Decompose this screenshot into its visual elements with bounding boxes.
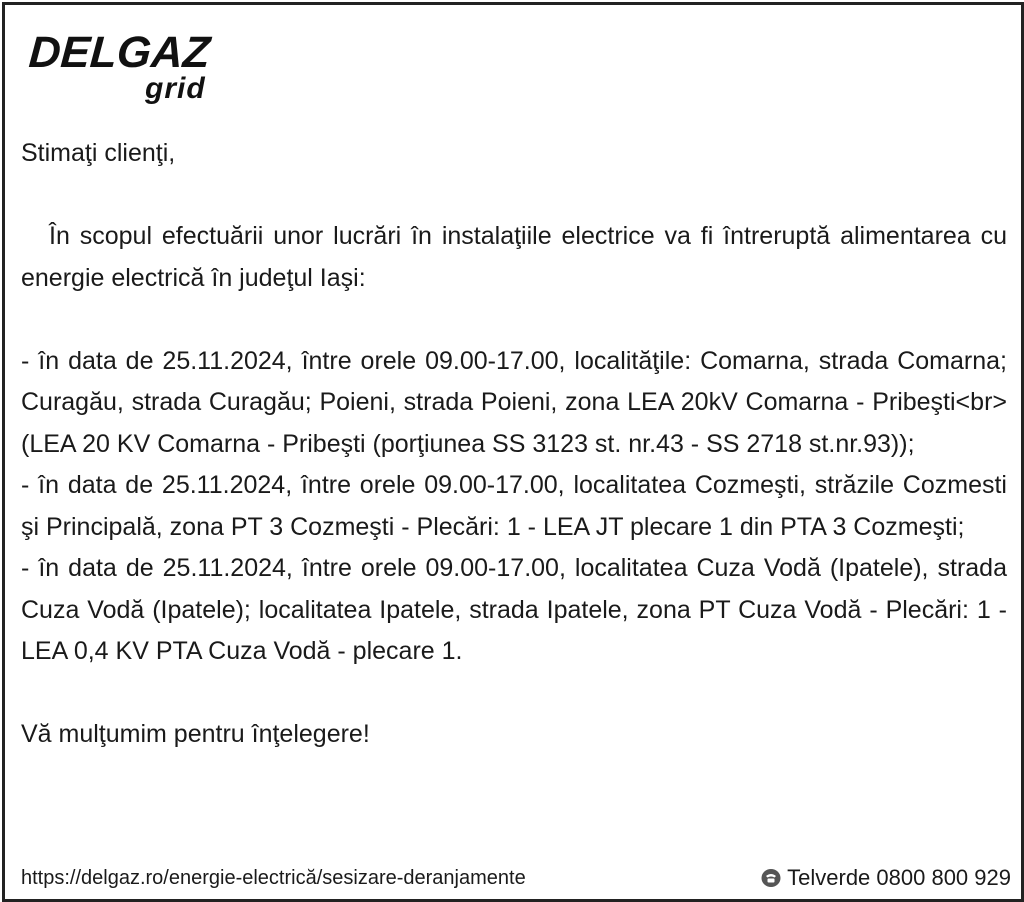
spacer <box>21 673 1007 715</box>
closing-line: Vă mulţumim pentru înţelegere! <box>21 720 370 748</box>
outage-item: - în data de 25.11.2024, între orele 09.00-17.00, localitatea Cuza Vodă (Ipatele), strada Cuza Vodă (Ipatele); localitatea Ipatele, strada Ipatele, zona PT Cuza Vodă - Plecări: 1 - LEA 0,4 KV PTA Cuza Vodă - plecare 1. <box>21 554 1007 665</box>
intro-paragraph: În scopul efectuării unor lucrări în instalaţiile electrice va fi întreruptă alimentarea cu energie electrică în judeţul Iaşi: <box>21 222 1007 292</box>
spacer <box>21 175 1007 217</box>
outage-item: - în data de 25.11.2024, între orele 09.00-17.00, localităţile: Comarna, strada Comarna; Curagău, strada Curagău; Poieni, strada Poieni, zona LEA 20kV Comarna - Pribeşti<br>(LEA 20 KV Comarna - Pribeşti (porţiunea SS 3123 st. nr.43 - SS 2718 st.nr.93)); <box>21 346 1007 458</box>
delgaz-grid-logo <box>29 29 229 109</box>
notice-frame <box>2 2 1024 902</box>
greeting: Stimaţi clienţi, <box>21 139 176 167</box>
logo-brand: DELGAZ <box>27 28 212 77</box>
spacer <box>21 299 1007 341</box>
outage-item: - în data de 25.11.2024, între orele 09.00-17.00, localitatea Cozmeşti, străzile Cozmesti şi Principală, zona PT 3 Cozmeşti - Plecări: 1 - LEA JT plecare 1 din PTA 3 Cozmeşti; <box>21 471 1007 541</box>
footer-phone <box>761 865 1011 891</box>
footer-url-link[interactable]: https://delgaz.ro/energie-electrică/sesizare-deranjamente <box>21 867 526 889</box>
notice-body <box>21 133 1007 756</box>
logo-sub: grid <box>145 72 206 105</box>
phone-number[interactable]: Telverde 0800 800 929 <box>787 865 1011 890</box>
phone-icon <box>761 868 781 888</box>
